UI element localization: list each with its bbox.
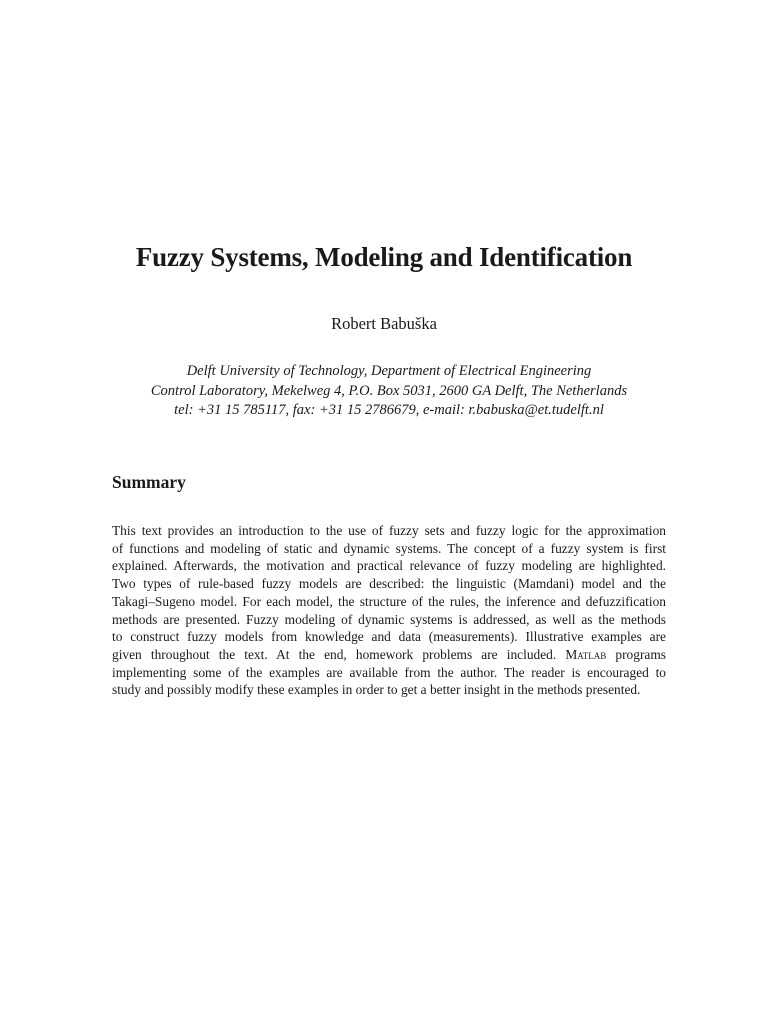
summary-line: Takagi–Sugeno model. For each model, the structure of the rules, the inference and defuzzification [112,593,666,609]
summary-line: explained. Afterwards, the motivation and practical relevance of fuzzy modeling are highlighted. [112,558,666,574]
summary-line-text: given throughout the text. At the end, homework problems are included. [112,646,557,662]
affiliation-line-1: Delft University of Technology, Department of Electrical Engineering [186,363,592,379]
summary-paragraph [112,522,666,699]
summary-line: methods are presented. Fuzzy modeling of dynamic systems is addressed, as well as the methods [112,611,666,627]
author-affiliation [0,362,768,421]
affiliation-line-2: Control Laboratory, Mekelweg 4, P.O. Box 5031, 2600 GA Delft, The Netherlands [150,382,628,399]
matlab-smallcaps: Matlab [565,646,607,662]
summary-line: study and possibly modify these examples in order to get a better insight in the methods presented. [112,682,641,698]
summary-line-matlab [112,646,666,664]
summary-line-tail: programs [615,646,666,662]
summary-line: implementing some of the examples are available from the author. The reader is encouraged to [112,664,666,680]
document-author: Robert Babuška [331,314,437,333]
summary-line: Two types of rule-based fuzzy models are described: the linguistic (Mamdani) model and the [112,576,666,592]
summary-heading: Summary [112,472,186,492]
summary-line: to construct fuzzy models from knowledge and data (measurements). Illustrative examples are [112,629,666,645]
document-title: Fuzzy Systems, Modeling and Identification [135,242,633,272]
affiliation-contact-line: tel: +31 15 785117, fax: +31 15 2786679, e-mail: r.babuska@et.tudelft.nl [174,402,604,418]
summary-line: of functions and modeling of static and dynamic systems. The concept of a fuzzy system is first [112,540,666,556]
summary-line: This text provides an introduction to the use of fuzzy sets and fuzzy logic for the approximation [112,523,666,538]
